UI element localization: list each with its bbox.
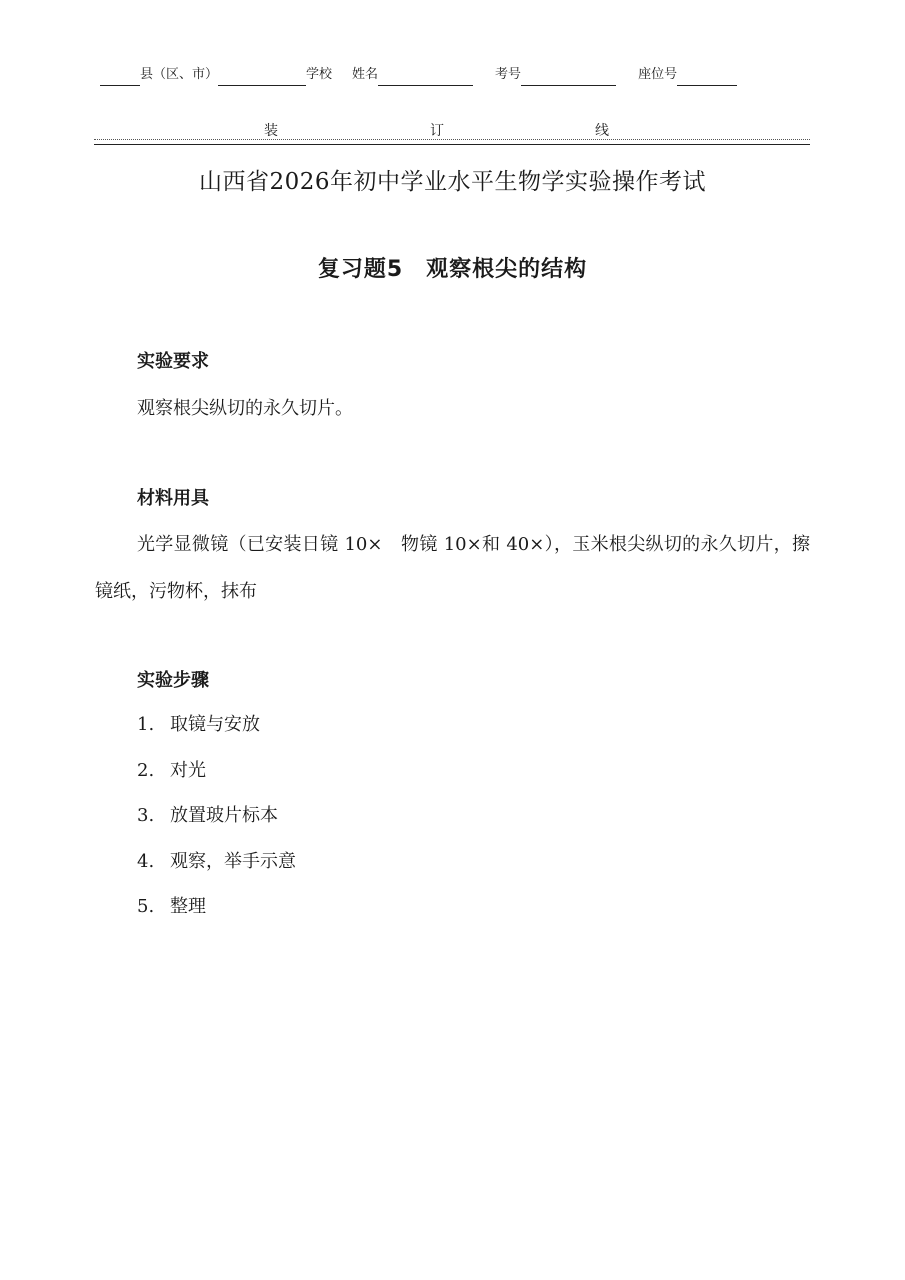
binding-char-zhuang: 装 bbox=[264, 123, 278, 139]
exam-number-blank[interactable] bbox=[521, 69, 616, 86]
step-item bbox=[137, 894, 296, 940]
materials-text: 光学显微镜（已安装日镜 10× 物镜 10×和 40×），玉米根尖纵切的永久切片，擦镜纸，污物杯，抹布 bbox=[95, 534, 810, 602]
step-item bbox=[137, 712, 296, 758]
seat-number-blank[interactable] bbox=[677, 69, 737, 86]
requirements-text: 观察根尖纵切的永久切片。 bbox=[137, 398, 353, 419]
step-text: 观察，举手示意 bbox=[170, 850, 296, 872]
document-subtitle: 复习题5 观察根尖的结构 bbox=[317, 257, 588, 282]
materials-heading: 材料用具 bbox=[137, 488, 209, 509]
county-blank[interactable] bbox=[100, 69, 140, 86]
school-blank[interactable] bbox=[218, 69, 306, 86]
steps-list bbox=[137, 712, 296, 940]
step-text: 整理 bbox=[170, 896, 206, 917]
binding-solid-rule bbox=[94, 144, 810, 145]
step-text: 取镜与安放 bbox=[170, 714, 260, 735]
seat-number-label: 座位号 bbox=[638, 67, 678, 82]
binding-dotted-rule bbox=[94, 139, 810, 140]
step-number: 5. bbox=[137, 896, 155, 917]
step-item bbox=[137, 803, 296, 849]
step-number: 1. bbox=[137, 714, 155, 735]
document-title: 山西省2026年初中学业水平生物学实验操作考试 bbox=[198, 169, 707, 195]
name-label: 姓名 bbox=[352, 67, 379, 82]
binding-line bbox=[94, 122, 810, 144]
county-label: 县（区、市） bbox=[140, 67, 219, 82]
binding-char-xian: 线 bbox=[595, 123, 609, 139]
step-number: 2. bbox=[137, 759, 155, 781]
step-text: 放置玻片标本 bbox=[170, 805, 278, 826]
step-item bbox=[137, 849, 296, 895]
exam-info-header bbox=[100, 64, 800, 86]
step-text: 对光 bbox=[170, 759, 206, 781]
requirements-heading: 实验要求 bbox=[137, 351, 209, 372]
step-number: 4. bbox=[137, 850, 155, 872]
step-number: 3. bbox=[137, 805, 155, 826]
school-label: 学校 bbox=[306, 67, 333, 82]
step-item bbox=[137, 758, 296, 804]
binding-char-ding: 订 bbox=[430, 123, 444, 139]
steps-heading: 实验步骤 bbox=[137, 670, 209, 691]
exam-number-label: 考号 bbox=[495, 67, 522, 82]
name-blank[interactable] bbox=[378, 69, 473, 86]
